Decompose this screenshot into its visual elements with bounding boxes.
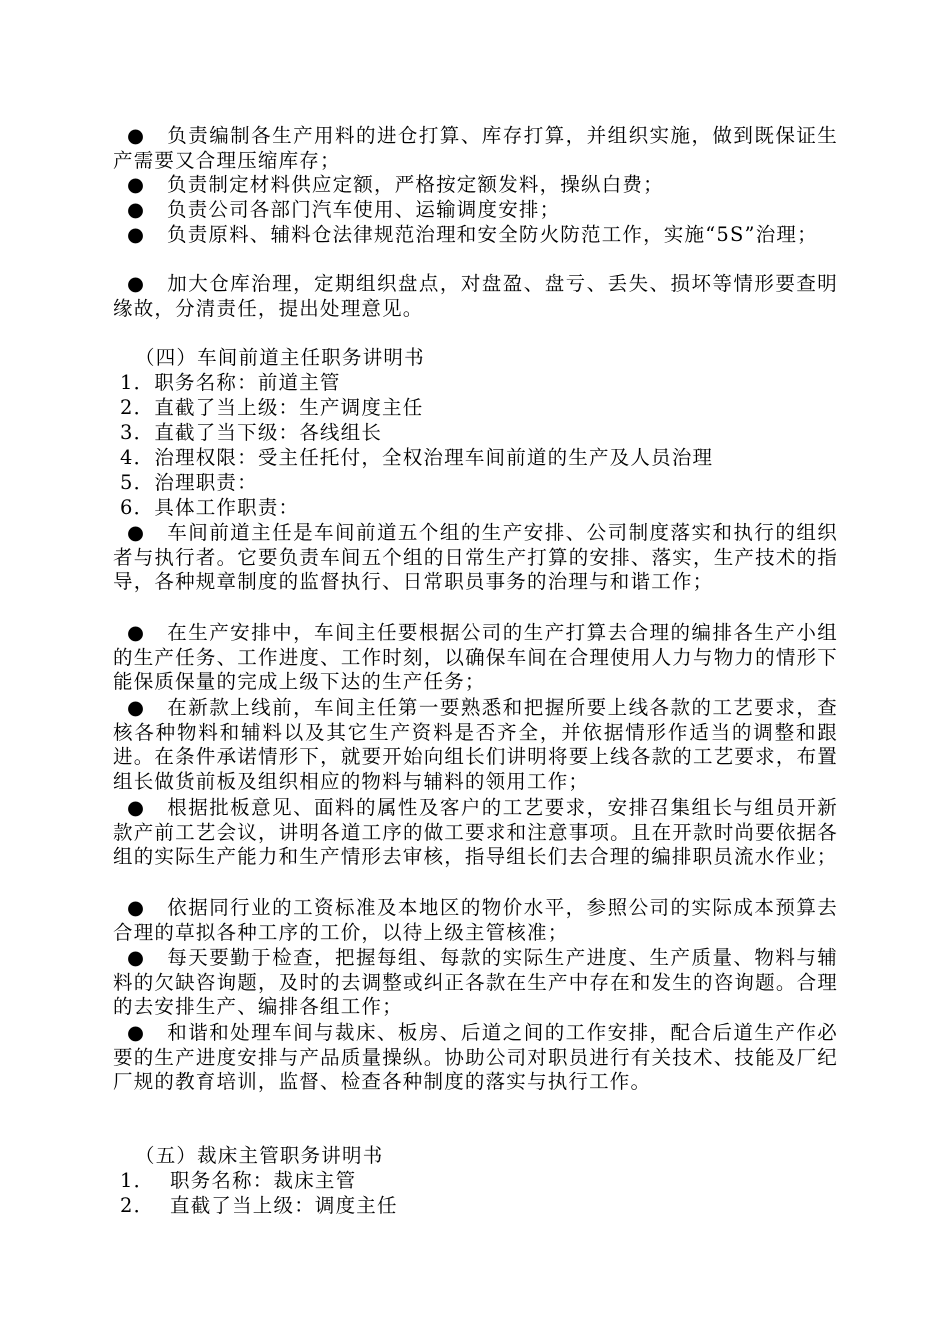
numbered-item: 5．治理职责：: [120, 471, 258, 494]
numbered-item: 1． 职务名称：裁床主管: [120, 1169, 357, 1192]
bullet-paragraph: [113, 796, 838, 870]
bullet-text: 和谐和处理车间与裁床、板房、后道之间的工作安排，配合后道生产作必要的生产进度安排与产品质量操纵。协助公司对职员进行有关技术、技能及厂纪厂规的教育培训，监督、检查各种制度的落实与执行工作。: [113, 1021, 838, 1093]
section-heading: （五）裁床主管职务讲明书: [135, 1144, 384, 1167]
bullet-icon: ●: [127, 896, 146, 919]
bullet-text: 依据同行业的工资标准及本地区的物价水平，参照公司的实际成本预算去合理的草拟各种工序的工价，以待上级主管核准；: [113, 896, 838, 944]
bullet-text: 车间前道主任是车间前道五个组的生产安排、公司制度落实和执行的组织者与执行者。它要负责车间五个组的日常生产打算的安排、落实，生产技术的指导，各种规章制度的监督执行、日常职员事务的治理与和谐工作；: [113, 521, 838, 593]
section-heading: （四）车间前道主任职务讲明书: [135, 346, 425, 369]
bullet-paragraph: [113, 198, 838, 223]
bullet-icon: ●: [127, 1021, 146, 1044]
bullet-text: 负责公司各部门汽车使用、运输调度安排；: [167, 198, 561, 221]
numbered-item: 4．治理权限：受主任托付，全权治理车间前道的生产及人员治理: [120, 446, 714, 469]
bullet-icon: ●: [127, 173, 146, 196]
bullet-icon: ●: [127, 946, 146, 969]
numbered-item: 6．具体工作职责：: [120, 496, 300, 519]
bullet-paragraph: [113, 621, 838, 695]
numbered-item: 2． 直截了当上级：调度主任: [120, 1194, 398, 1217]
bullet-text: 负责原料、辅料仓法律规范治理和安全防火防范工作，实施“5S”治理；: [167, 223, 818, 246]
bullet-text: 加大仓库治理，定期组织盘点，对盘盈、盘亏、丢失、损坏等情形要查明缘故，分清责任，提出处理意见。: [113, 272, 838, 320]
bullet-icon: ●: [127, 796, 146, 819]
bullet-paragraph: [113, 946, 838, 1020]
bullet-icon: ●: [127, 272, 146, 295]
bullet-text: 负责编制各生产用料的进仓打算、库存打算，并组织实施，做到既保证生产需要又合理压缩库存；: [113, 124, 838, 172]
bullet-paragraph: [113, 124, 838, 173]
bullet-paragraph: [113, 1021, 838, 1095]
bullet-text: 每天要勤于检查，把握每组、每款的实际生产进度、生产质量、物料与辅料的欠缺咨询题，及时的去调整或纠正各款在生产中存在和发生的咨询题。合理的去安排生产、编排各组工作；: [113, 946, 838, 1018]
numbered-item: 3．直截了当下级：各线组长: [120, 421, 383, 444]
bullet-text: 在生产安排中，车间主任要根据公司的生产打算去合理的编排各生产小组的生产任务、工作进度、工作时刻，以确保车间在合理使用人力与物力的情形下能保质保量的完成上级下达的生产任务；: [113, 621, 838, 693]
bullet-paragraph: [113, 223, 838, 248]
bullet-text: 在新款上线前，车间主任第一要熟悉和把握所要上线各款的工艺要求，查核各种物料和辅料以及其它生产资料是否齐全，并依据情形作适当的调整和跟进。在条件承诺情形下，就要开始向组长们讲明将要上线各款的工艺要求，布置组长做货前板及组织相应的物料与辅料的领用工作；: [113, 696, 838, 793]
bullet-paragraph: [113, 696, 838, 794]
bullet-icon: ●: [127, 223, 146, 246]
bullet-paragraph: [113, 896, 838, 945]
bullet-icon: ●: [127, 521, 146, 544]
bullet-text: 负责制定材料供应定额，严格按定额发料，操纵白费；: [167, 173, 664, 196]
bullet-paragraph: [113, 521, 838, 595]
bullet-icon: ●: [127, 198, 146, 221]
numbered-item: 2．直截了当上级：生产调度主任: [120, 396, 424, 419]
bullet-icon: ●: [127, 124, 146, 147]
numbered-item: 1．职务名称：前道主管: [120, 371, 341, 394]
bullet-paragraph: [113, 272, 838, 321]
bullet-icon: ●: [127, 621, 146, 644]
bullet-text: 根据批板意见、面料的属性及客户的工艺要求，安排召集组长与组员开新款产前工艺会议，讲明各道工序的做工要求和注意事项。且在开款时尚要依据各组的实际生产能力和生产情形去审核，指导组长们去合理的编排职员流水作业；: [113, 796, 838, 868]
bullet-paragraph: [113, 173, 838, 198]
bullet-icon: ●: [127, 696, 146, 719]
